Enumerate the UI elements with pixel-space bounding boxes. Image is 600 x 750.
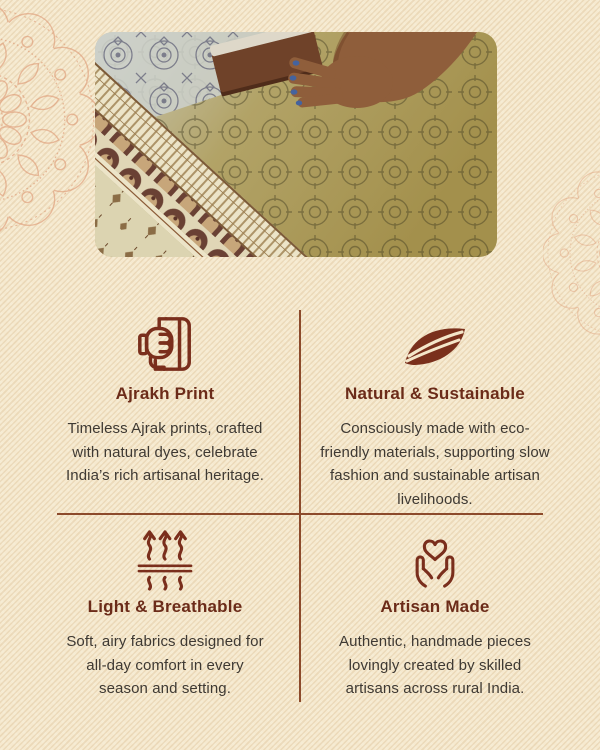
- icon-box: [134, 306, 196, 382]
- feature-light-breathable: [30, 513, 300, 709]
- breathable-icon: [135, 528, 195, 592]
- feature-title: Light & Breathable: [87, 597, 243, 616]
- features-grid: [30, 302, 570, 709]
- icon-box: [402, 306, 468, 382]
- feature-artisan-made: [300, 513, 570, 709]
- block-printing-illustration: [95, 32, 497, 257]
- block-printing-photo: [95, 32, 497, 257]
- feature-description: Consciously made with eco-friendly materials, supporting slow fashion and sustainable artisan livelihoods.: [320, 420, 550, 509]
- mandala-decoration-top-left: [0, 2, 100, 237]
- feature-title: Artisan Made: [380, 597, 490, 616]
- icon-box: [404, 525, 466, 595]
- icon-box: [135, 525, 195, 595]
- feature-ajrakh-print: [30, 302, 300, 513]
- hands-heart-icon: [404, 532, 466, 588]
- feature-title: Natural & Sustainable: [345, 384, 525, 403]
- block-print-icon: [134, 313, 196, 375]
- feature-description: Soft, airy fabrics designed for all-day comfort in every season and setting.: [66, 633, 264, 698]
- feature-natural-sustainable: [300, 302, 570, 513]
- leaf-icon: [402, 318, 468, 370]
- feature-description: Authentic, handmade pieces lovingly created by skilled artisans across rural India.: [339, 633, 531, 698]
- feature-title: Ajrakh Print: [115, 384, 215, 403]
- feature-description: Timeless Ajrak prints, crafted with natural dyes, celebrate India’s rich artisanal heritage.: [65, 420, 265, 485]
